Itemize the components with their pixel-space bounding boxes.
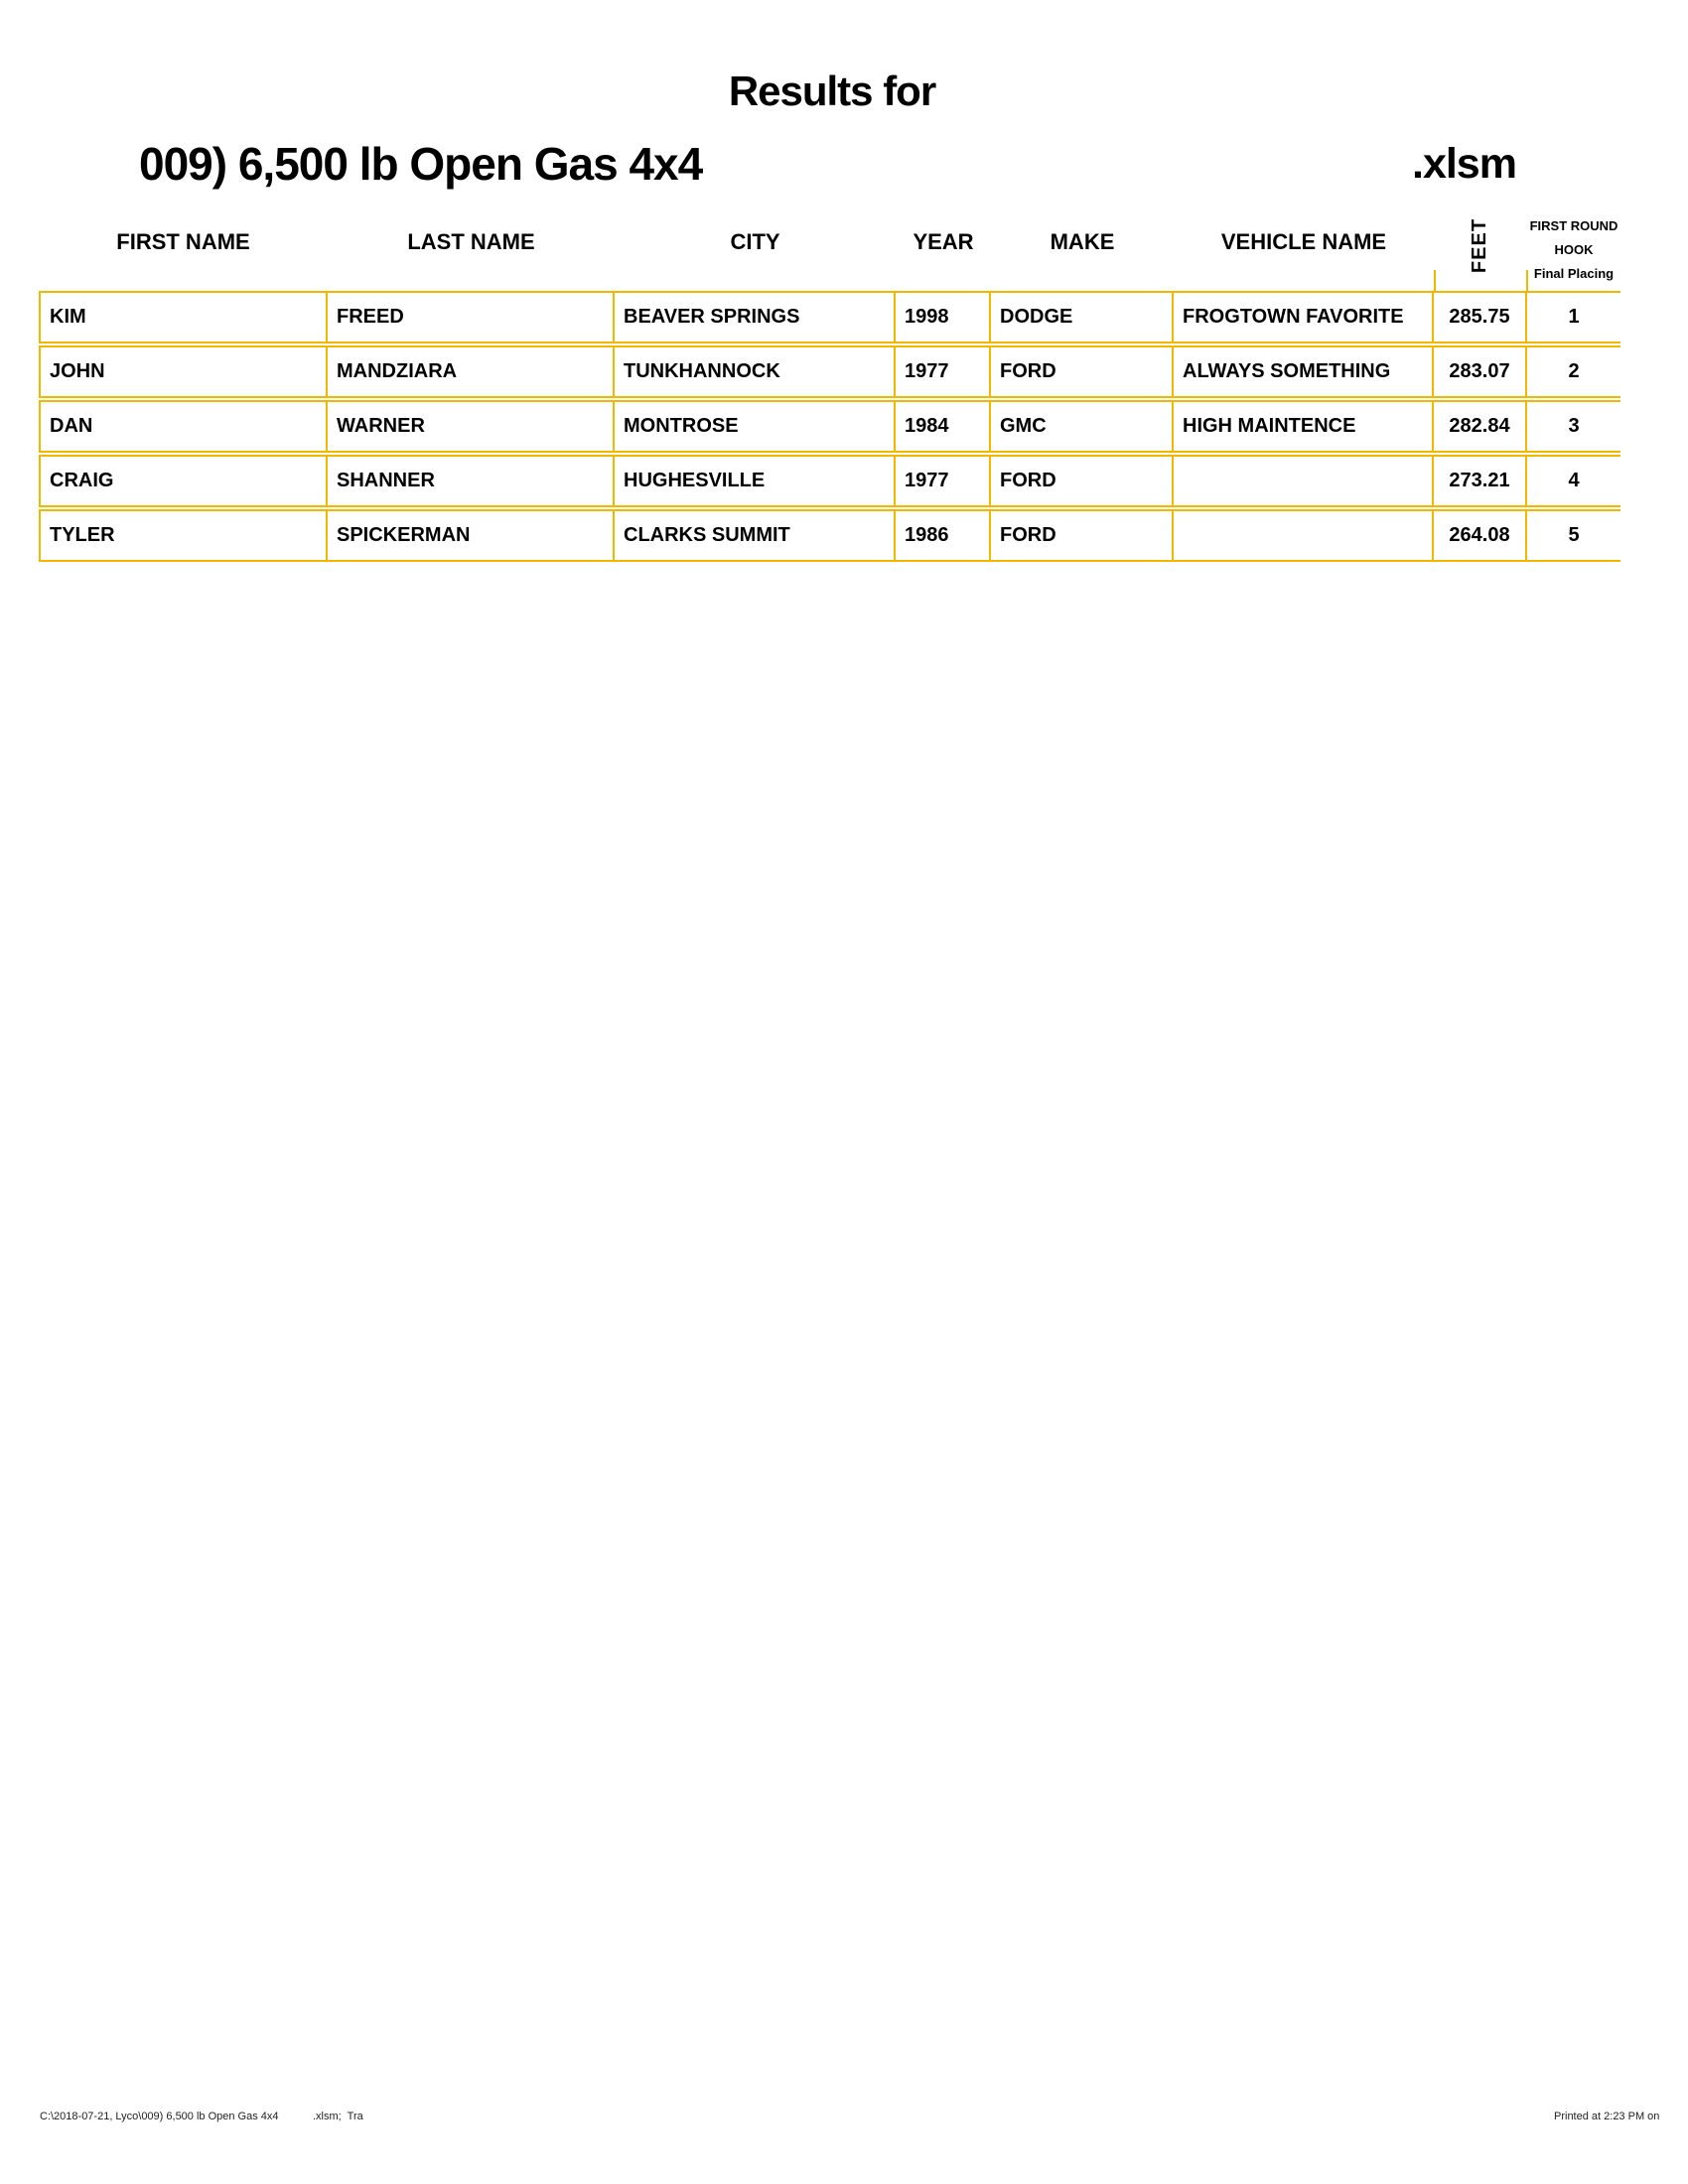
feet-rotated-label: FEET (1469, 217, 1491, 273)
cell-make: DODGE (991, 293, 1174, 341)
cell-first-name: JOHN (39, 347, 328, 396)
table-row (39, 455, 1620, 507)
placing-header-line1: FIRST ROUND (1529, 218, 1618, 233)
col-header-first-name: FIRST NAME (116, 229, 250, 254)
cell-feet: 264.08 (1434, 511, 1527, 560)
cell-last-name: MANDZIARA (328, 347, 615, 396)
cell-year: 1977 (896, 347, 991, 396)
cell-first-name: CRAIG (39, 457, 328, 505)
feet-column-border-stub-left (1434, 270, 1436, 291)
cell-make: FORD (991, 347, 1174, 396)
footer-file-path: C:\2018-07-21, Lyco\009) 6,500 lb Open Gas 4x4 (40, 2111, 279, 2122)
cell-first-name: TYLER (39, 511, 328, 560)
cell-city: TUNKHANNOCK (615, 347, 896, 396)
cell-final-placing: 5 (1568, 524, 1580, 546)
table-row (39, 400, 1620, 453)
feet-column-border-stub-right (1526, 270, 1528, 291)
cell-vehicle-name (1174, 457, 1434, 505)
page-title: Results for (728, 68, 936, 114)
cell-feet: 285.75 (1434, 293, 1527, 341)
cell-year: 1984 (896, 402, 991, 451)
cell-feet: 273.21 (1434, 457, 1527, 505)
col-header-vehicle-name: VEHICLE NAME (1220, 229, 1387, 254)
col-header-city: CITY (730, 229, 780, 254)
table-row (39, 291, 1620, 343)
cell-year: 1998 (896, 293, 991, 341)
col-header-make: MAKE (1050, 229, 1115, 254)
cell-city: BEAVER SPRINGS (615, 293, 896, 341)
cell-city: MONTROSE (615, 402, 896, 451)
col-header-year: YEAR (913, 229, 974, 254)
cell-final-placing: 2 (1568, 360, 1580, 382)
cell-city: HUGHESVILLE (615, 457, 896, 505)
placing-header-line2: HOOK (1554, 242, 1594, 257)
cell-city: CLARKS SUMMIT (615, 511, 896, 560)
cell-final-placing: 3 (1568, 415, 1580, 437)
cell-year: 1986 (896, 511, 991, 560)
table-row (39, 509, 1620, 562)
file-extension-label: .xlsm (1412, 140, 1516, 188)
cell-vehicle-name: HIGH MAINTENCE (1174, 402, 1434, 451)
cell-first-name: KIM (39, 293, 328, 341)
cell-last-name: FREED (328, 293, 615, 341)
cell-last-name: WARNER (328, 402, 615, 451)
cell-last-name: SPICKERMAN (328, 511, 615, 560)
cell-feet: 283.07 (1434, 347, 1527, 396)
footer-printed-at: Printed at 2:23 PM on (1554, 2111, 1660, 2122)
table-row (39, 345, 1620, 398)
col-header-final-placing (1511, 214, 1636, 286)
cell-vehicle-name (1174, 511, 1434, 560)
cell-last-name: SHANNER (328, 457, 615, 505)
col-header-last-name: LAST NAME (407, 229, 535, 254)
cell-vehicle-name: ALWAYS SOMETHING (1174, 347, 1434, 396)
placing-header-line3: Final Placing (1533, 266, 1615, 281)
class-title: 009) 6,500 lb Open Gas 4x4 (139, 138, 703, 190)
cell-final-placing: 4 (1568, 470, 1580, 491)
cell-make: FORD (991, 511, 1174, 560)
cell-final-placing: 1 (1568, 306, 1580, 328)
cell-first-name: DAN (39, 402, 328, 451)
cell-year: 1977 (896, 457, 991, 505)
cell-make: GMC (991, 402, 1174, 451)
footer-file-suffix: .xlsm; Tra (313, 2111, 363, 2122)
cell-make: FORD (991, 457, 1174, 505)
cell-feet: 282.84 (1434, 402, 1527, 451)
cell-vehicle-name: FROGTOWN FAVORITE (1174, 293, 1434, 341)
